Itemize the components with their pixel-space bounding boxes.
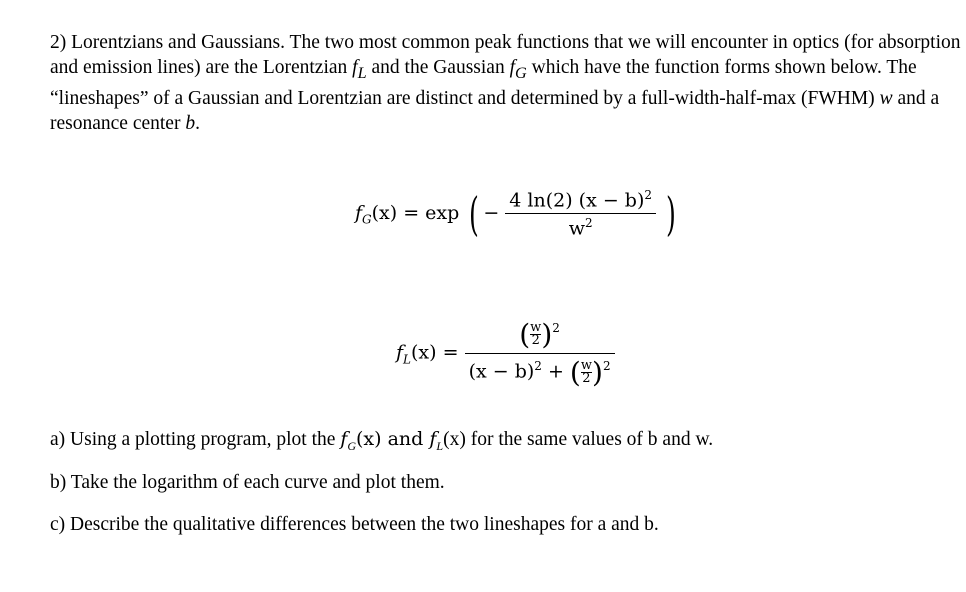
gauss-numerator: 4 ln(2) $(x - b)^2$ (509, 188, 653, 212)
lorentz-denominator: $(x - b)^2$ + ( $\frac{w}{2}$ )$^2$ (465, 353, 615, 389)
gauss-lhs-f: f (355, 201, 363, 224)
task-a: a) Using a plotting program, plot the $f_G(x)$ and $f_L(x)$ for the same values of b and w. (50, 428, 714, 453)
lorentz-fraction (465, 318, 615, 389)
f-L-subscript: L (357, 63, 367, 82)
gauss-minus: − (483, 201, 500, 224)
gaussian-equation (355, 188, 680, 240)
lorentz-lhs-f: f (396, 341, 404, 364)
intro-text-2: and the Gaussian (366, 57, 510, 78)
lorentz-lhs-arg: (x) = (411, 341, 459, 364)
gauss-lhs-arg: (x) = exp (371, 201, 460, 224)
gauss-denominator: $w^2$ (505, 213, 656, 239)
f-L-symbol: f (352, 57, 358, 78)
intro-text-4: and a resonance center (50, 87, 940, 134)
gauss-lhs-sub: G (362, 212, 372, 227)
right-paren: ) (666, 186, 676, 241)
task-b: b) Take the logarithm of each curve and plot them. (50, 472, 445, 493)
lorentz-lhs-sub: L (403, 352, 412, 367)
lorentz-numerator: ( $\frac{w}{2}$ )$^2$ (519, 318, 560, 351)
w-symbol: w (879, 87, 893, 109)
b-symbol: b (185, 112, 196, 134)
task-c: c) Describe the qualitative differences between the two lineshapes for a and b. (50, 514, 659, 535)
intro-text-1: 2) Lorentzians and Gaussians. The two most common peak functions that we will encounter in optics (for absorption and emission lines) are the Lorentzian (50, 32, 961, 78)
left-paren: ( (469, 186, 480, 241)
problem-statement (50, 30, 965, 136)
gauss-fraction (505, 188, 656, 240)
intro-text-5: . (195, 112, 200, 134)
lorentzian-equation (396, 318, 615, 389)
intro-text-3: which have the function forms shown below. The “lineshapes” of a Gaussian and Lorentzian are distinct and determined by a full-width-half-max (FWHM) (50, 57, 917, 109)
f-G-symbol: f (509, 57, 516, 78)
f-G-subscript: G (515, 63, 527, 82)
